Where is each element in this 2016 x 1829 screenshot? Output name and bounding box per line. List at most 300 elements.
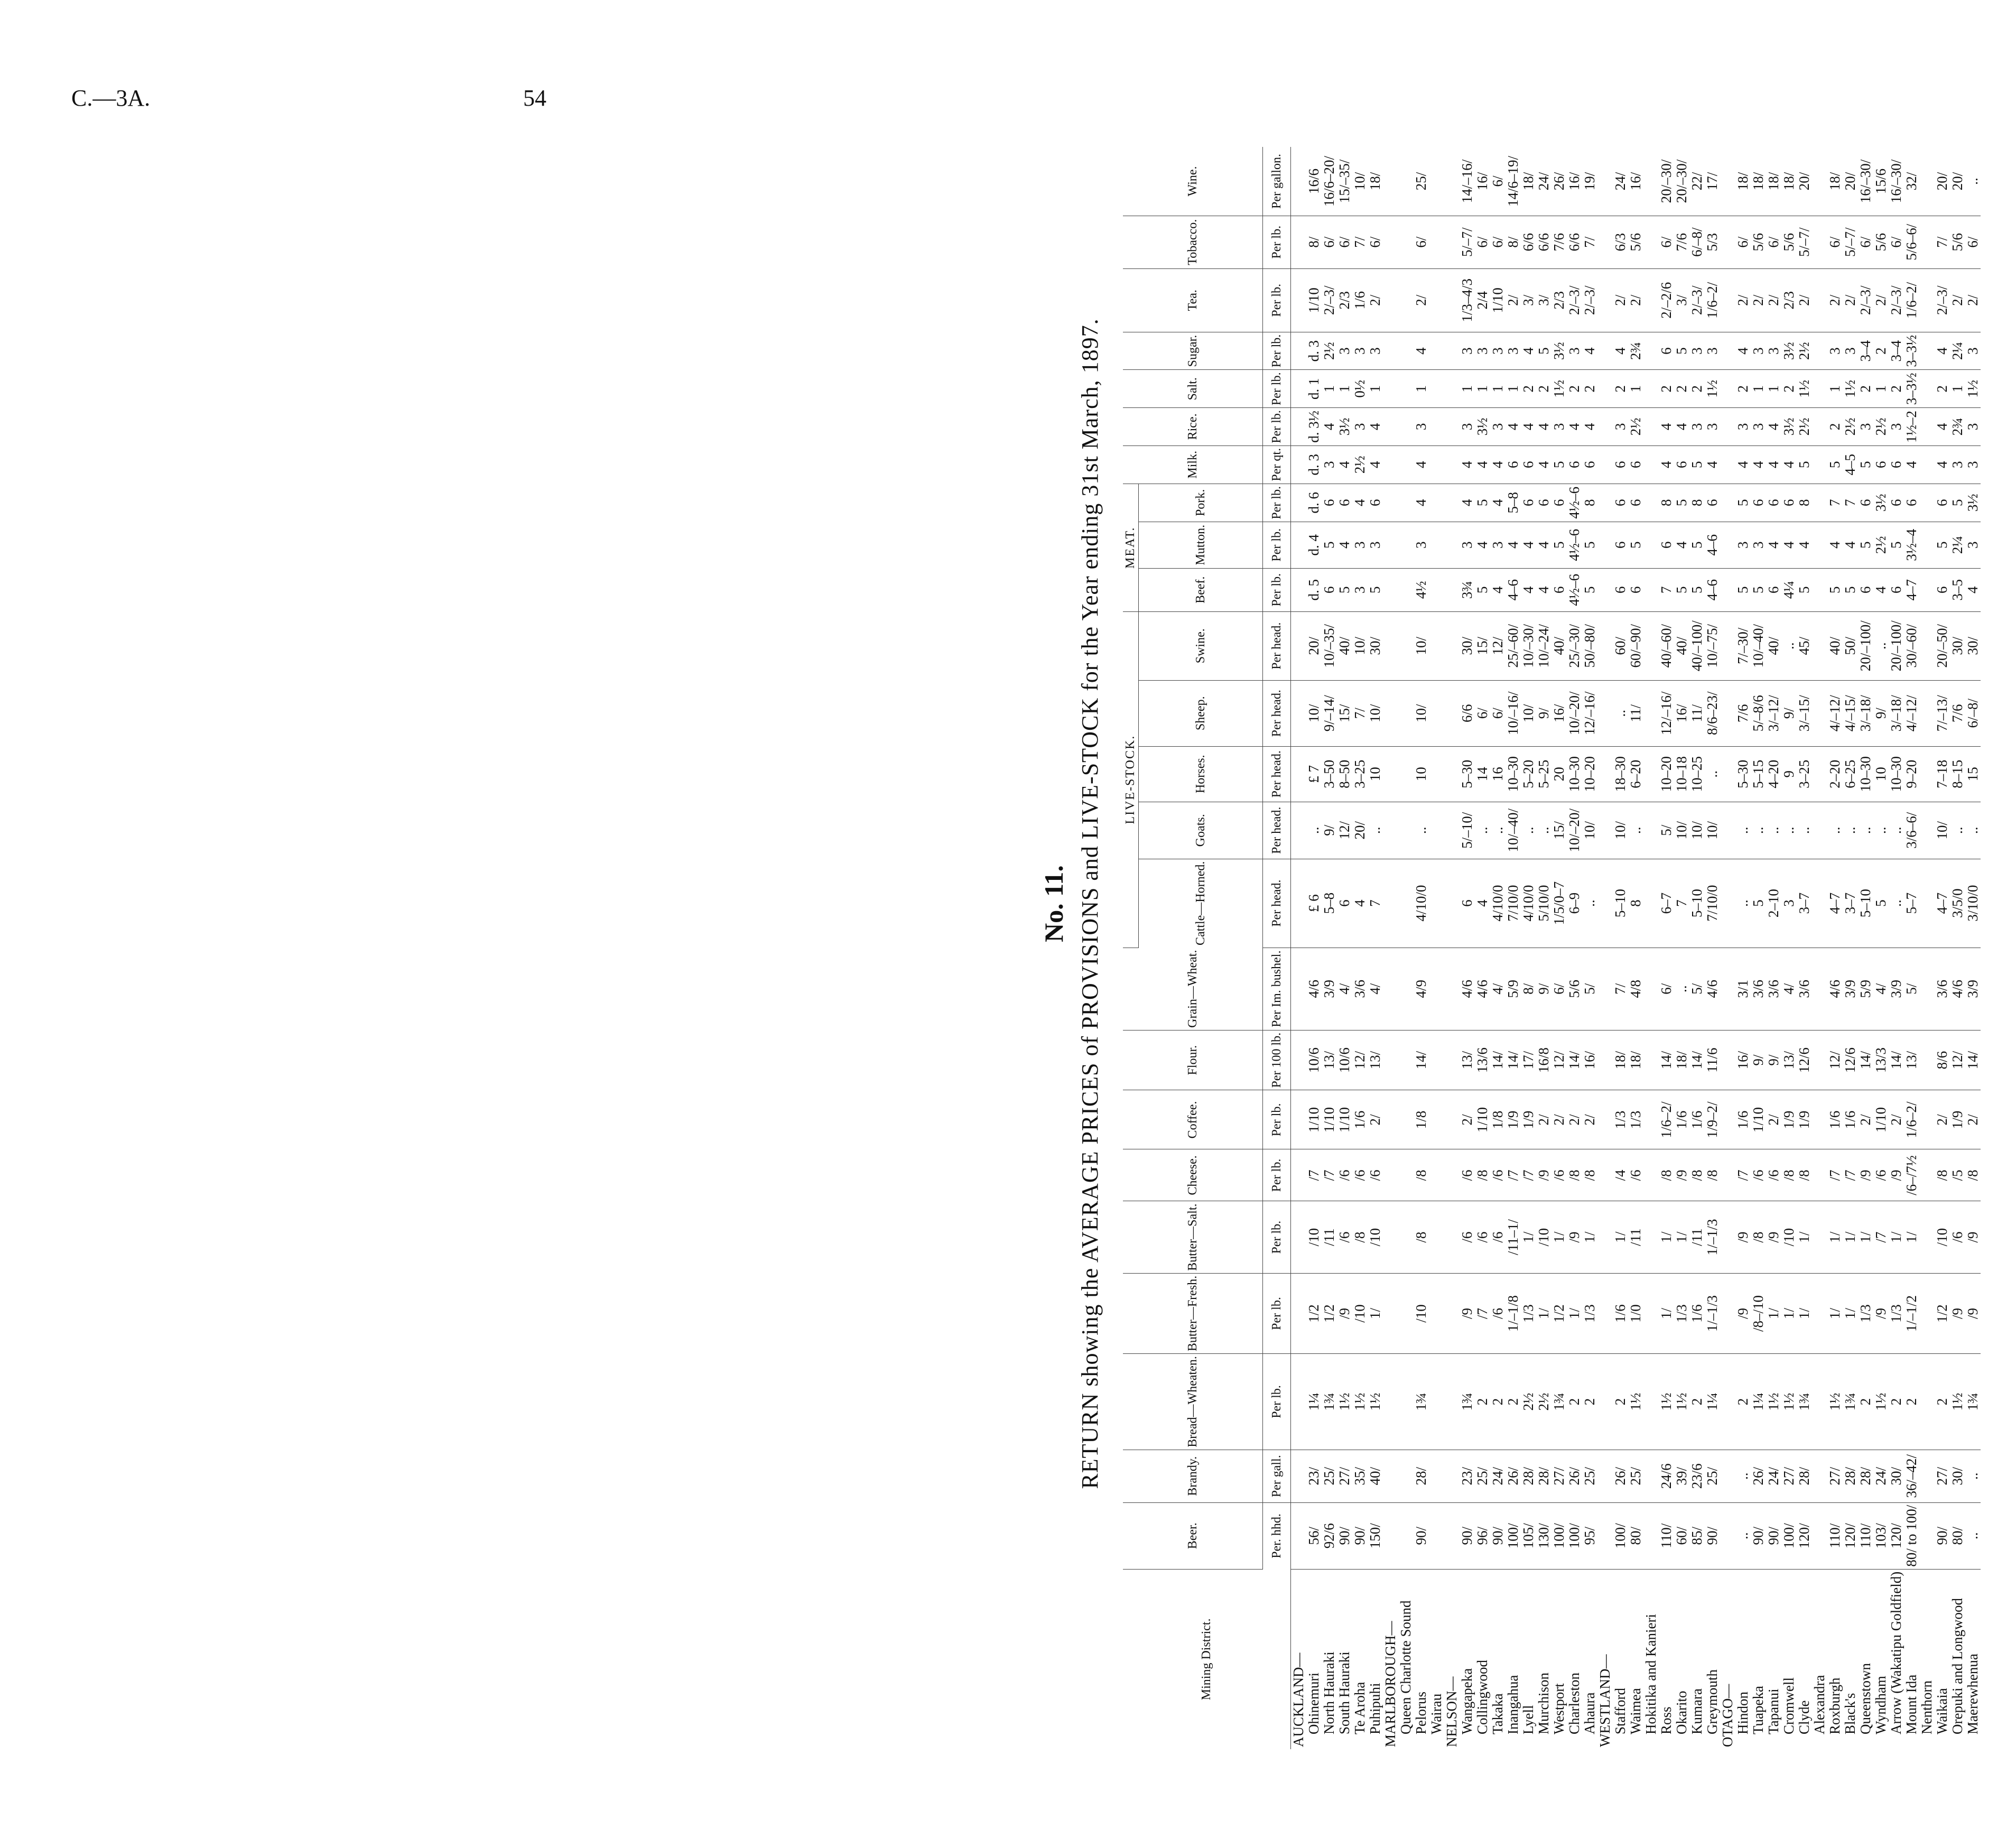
table-cell: /11 bbox=[1689, 1201, 1705, 1273]
table-cell: /6 bbox=[1460, 1201, 1475, 1273]
table-cell: 3/–12/ bbox=[1766, 680, 1781, 746]
table-cell: 17/ bbox=[1521, 1030, 1536, 1090]
table-cell: .. bbox=[1873, 802, 1889, 859]
table-cell bbox=[1919, 680, 1935, 746]
table-cell: 13/3 bbox=[1873, 1030, 1889, 1090]
table-cell: 27/ bbox=[1552, 1450, 1567, 1502]
table-cell: .. bbox=[1965, 147, 1981, 216]
district-name: Alexandra bbox=[1811, 1675, 1827, 1734]
table-cell: 4 bbox=[1521, 522, 1536, 568]
table-cell bbox=[1919, 522, 1935, 568]
table-cell: 4½–6 bbox=[1567, 522, 1582, 568]
table-cell bbox=[1812, 680, 1827, 746]
table-cell: 5 bbox=[1935, 522, 1950, 568]
table-cell: 1½ bbox=[1843, 370, 1858, 408]
table-cell: 10/–20/ bbox=[1567, 680, 1582, 746]
table-cell bbox=[1383, 1273, 1398, 1353]
table-cell: 6–20 bbox=[1628, 746, 1643, 802]
table-cell: .. bbox=[1965, 802, 1981, 859]
table-cell bbox=[1398, 1090, 1414, 1149]
table-cell: 2/ bbox=[1889, 1090, 1904, 1149]
table-cell bbox=[1429, 568, 1444, 611]
table-cell: 45/ bbox=[1797, 611, 1812, 680]
table-cell: /6 bbox=[1552, 1149, 1567, 1201]
table-cell: 3 bbox=[1460, 522, 1475, 568]
table-cell: 5/ bbox=[1904, 948, 1919, 1030]
column-unit: Per head. bbox=[1263, 859, 1291, 948]
table-cell: 6/ bbox=[1659, 948, 1674, 1030]
table-cell: /6 bbox=[1352, 1149, 1368, 1201]
table-cell: 6 bbox=[1521, 445, 1536, 484]
table-cell: 1/10 bbox=[1322, 1090, 1337, 1149]
table-cell bbox=[1429, 1450, 1444, 1502]
table-cell bbox=[1919, 332, 1935, 370]
table-cell: 20/ bbox=[1352, 802, 1368, 859]
table-cell: 20/–100/ bbox=[1889, 611, 1904, 680]
table-cell: 5 bbox=[1827, 445, 1843, 484]
table-cell: 3/1 bbox=[1735, 948, 1751, 1030]
table-cell: 6/6 bbox=[1460, 680, 1475, 746]
table-cell: 1¾ bbox=[1965, 1354, 1981, 1450]
table-cell: 2 bbox=[1475, 1354, 1490, 1450]
table-cell: 25/ bbox=[1582, 1450, 1597, 1502]
table-cell: 4/ bbox=[1337, 948, 1352, 1030]
table-cell: 1/3–4/3 bbox=[1460, 268, 1475, 332]
column-header: Sugar. bbox=[1123, 332, 1263, 370]
table-cell: 6 bbox=[1751, 484, 1766, 522]
table-row bbox=[1843, 147, 1858, 1749]
table-cell bbox=[1812, 484, 1827, 522]
table-cell: 6 bbox=[1659, 522, 1674, 568]
table-number: No. 11. bbox=[1039, 865, 1069, 942]
table-cell: 2 bbox=[1689, 1354, 1705, 1450]
table-cell bbox=[1444, 1354, 1460, 1450]
table-cell: d. 5 bbox=[1306, 568, 1322, 611]
table-cell: 4–6 bbox=[1705, 522, 1720, 568]
column-header: Sheep. bbox=[1139, 680, 1263, 746]
table-cell bbox=[1720, 746, 1735, 802]
table-cell: 3/9 bbox=[1322, 948, 1337, 1030]
table-cell: 2/ bbox=[1858, 1090, 1873, 1149]
column-header: Cheese. bbox=[1123, 1149, 1263, 1201]
table-cell: 2 bbox=[1735, 1354, 1751, 1450]
table-cell: 28/ bbox=[1843, 1450, 1858, 1502]
table-cell: /6 bbox=[1766, 1149, 1781, 1201]
table-cell: .. bbox=[1827, 802, 1843, 859]
table-cell bbox=[1444, 408, 1460, 446]
table-cell: .. bbox=[1735, 1502, 1751, 1569]
table-cell: 6 bbox=[1935, 568, 1950, 611]
table-cell: 4 bbox=[1475, 522, 1490, 568]
table-cell: 4 bbox=[1735, 445, 1751, 484]
table-cell: 2 bbox=[1858, 370, 1873, 408]
table-cell: /9 bbox=[1950, 1273, 1965, 1353]
table-cell: 1/2 bbox=[1306, 1273, 1322, 1353]
table-cell: 3¾ bbox=[1460, 568, 1475, 611]
table-cell bbox=[1291, 680, 1307, 746]
table-cell bbox=[1720, 1201, 1735, 1273]
table-cell: 10/–40/ bbox=[1751, 611, 1766, 680]
table-cell: 1¾ bbox=[1460, 1354, 1475, 1450]
table-cell: 40/ bbox=[1766, 611, 1781, 680]
table-cell: /7 bbox=[1735, 1149, 1751, 1201]
table-cell: 4 bbox=[1674, 408, 1689, 446]
table-cell: 4 bbox=[1460, 484, 1475, 522]
table-cell: 9/ bbox=[1781, 680, 1797, 746]
table-cell: 2½ bbox=[1843, 408, 1858, 446]
column-unit: Per lb. bbox=[1263, 268, 1291, 332]
table-cell bbox=[1643, 216, 1659, 268]
table-cell: 14/ bbox=[1506, 1030, 1521, 1090]
table-cell: 1 bbox=[1475, 370, 1490, 408]
table-cell: /8 bbox=[1797, 1149, 1812, 1201]
table-cell: 1/9–2/ bbox=[1705, 1090, 1720, 1149]
table-cell: 10/–16/ bbox=[1506, 680, 1521, 746]
table-cell: 14/ bbox=[1490, 1030, 1506, 1090]
table-cell bbox=[1444, 1030, 1460, 1090]
table-cell: 5–7 bbox=[1904, 859, 1919, 948]
table-cell: 4 bbox=[1536, 408, 1552, 446]
table-cell: 90/ bbox=[1337, 1502, 1352, 1569]
table-cell: 3 bbox=[1781, 859, 1797, 948]
table-cell: 1/ bbox=[1843, 1201, 1858, 1273]
table-cell bbox=[1429, 522, 1444, 568]
table-cell: 39/ bbox=[1674, 1450, 1689, 1502]
table-cell: 1 bbox=[1827, 370, 1843, 408]
table-cell: /6–/7½ bbox=[1904, 1149, 1919, 1201]
table-cell: 40/ bbox=[1827, 611, 1843, 680]
table-cell: 20/–30/ bbox=[1674, 147, 1689, 216]
column-header: Butter—Fresh. bbox=[1123, 1273, 1263, 1353]
table-cell bbox=[1291, 1450, 1307, 1502]
table-cell: 4 bbox=[1766, 445, 1781, 484]
header-report-code: C.—3A. bbox=[71, 85, 151, 111]
table-cell: 80/ to 100/ bbox=[1904, 1502, 1919, 1569]
table-cell bbox=[1597, 1273, 1613, 1353]
table-cell: 5–8 bbox=[1506, 484, 1521, 522]
table-cell: 8 bbox=[1797, 484, 1812, 522]
table-cell bbox=[1643, 1149, 1659, 1201]
table-cell: 2–20 bbox=[1827, 746, 1843, 802]
table-cell: 2 bbox=[1521, 370, 1536, 408]
table-cell: 30/–60/ bbox=[1904, 611, 1919, 680]
table-cell: 3/ bbox=[1674, 268, 1689, 332]
table-cell: 1/ bbox=[1674, 1201, 1689, 1273]
table-cell: 4/10/0 bbox=[1490, 859, 1506, 948]
table-cell: 4 bbox=[1843, 522, 1858, 568]
table-cell: 15 bbox=[1965, 746, 1981, 802]
table-cell: 25/ bbox=[1322, 1450, 1337, 1502]
table-cell: .. bbox=[1889, 802, 1904, 859]
table-cell: 9 bbox=[1781, 746, 1797, 802]
table-cell bbox=[1429, 332, 1444, 370]
table-cell: 1 bbox=[1751, 370, 1766, 408]
table-cell: /8 bbox=[1352, 1201, 1368, 1273]
table-cell bbox=[1919, 1030, 1935, 1090]
table-cell: 9/ bbox=[1536, 948, 1552, 1030]
table-cell: 3½ bbox=[1781, 332, 1797, 370]
table-cell: /9 bbox=[1674, 1149, 1689, 1201]
table-cell: 1¾ bbox=[1843, 1354, 1858, 1450]
table-cell: 5 bbox=[1827, 568, 1843, 611]
table-cell: 4 bbox=[1414, 445, 1429, 484]
table-row bbox=[1797, 147, 1812, 1749]
table-cell bbox=[1720, 1273, 1735, 1353]
table-cell: 1/ bbox=[1567, 1273, 1582, 1353]
table-cell bbox=[1429, 611, 1444, 680]
table-cell: 11/ bbox=[1689, 680, 1705, 746]
table-cell bbox=[1812, 568, 1827, 611]
table-cell: 15/ bbox=[1552, 802, 1567, 859]
table-row bbox=[1965, 147, 1981, 1749]
table-cell: 8–50 bbox=[1337, 746, 1352, 802]
table-cell bbox=[1398, 484, 1414, 522]
table-cell: 3 bbox=[1352, 568, 1368, 611]
table-cell: /7 bbox=[1475, 1273, 1490, 1353]
table-cell: .. bbox=[1475, 802, 1490, 859]
district-name: Wyndham bbox=[1873, 1676, 1889, 1734]
table-cell: 3 bbox=[1490, 408, 1506, 446]
table-cell: 3 bbox=[1352, 408, 1368, 446]
table-cell bbox=[1597, 1354, 1613, 1450]
table-cell: 10/–40/ bbox=[1506, 802, 1521, 859]
table-cell: 1/6 bbox=[1613, 1273, 1628, 1353]
table-cell: 4 bbox=[1705, 445, 1720, 484]
table-cell: 3 bbox=[1490, 332, 1506, 370]
rotated-table-area bbox=[1038, 58, 2016, 1749]
table-cell bbox=[1643, 1450, 1659, 1502]
column-header: Rice. bbox=[1123, 408, 1263, 446]
table-cell bbox=[1398, 522, 1414, 568]
table-cell bbox=[1812, 1273, 1827, 1353]
table-cell: /5 bbox=[1950, 1149, 1965, 1201]
table-cell: 26/ bbox=[1613, 1450, 1628, 1502]
table-cell bbox=[1383, 1502, 1398, 1569]
table-cell: 5 bbox=[1735, 484, 1751, 522]
table-cell: /8 bbox=[1567, 1149, 1582, 1201]
table-cell: 50/–80/ bbox=[1582, 611, 1597, 680]
table-cell: /8 bbox=[1475, 1149, 1490, 1201]
table-cell: 30/ bbox=[1965, 611, 1981, 680]
group-header-meat: MEAT. bbox=[1123, 484, 1139, 611]
table-cell: 1/ bbox=[1843, 1273, 1858, 1353]
table-cell: 16/6–20/ bbox=[1322, 147, 1337, 216]
table-cell bbox=[1643, 147, 1659, 216]
table-cell: 5/6 bbox=[1628, 216, 1643, 268]
table-cell: 10/ bbox=[1414, 680, 1429, 746]
column-header: Milk. bbox=[1123, 445, 1263, 484]
column-header: Pork. bbox=[1139, 484, 1263, 522]
district-name: Waikaia bbox=[1934, 1688, 1950, 1734]
table-cell bbox=[1720, 948, 1735, 1030]
table-cell: 6 bbox=[1674, 445, 1689, 484]
table-cell: /10 bbox=[1935, 1201, 1950, 1273]
table-cell bbox=[1597, 680, 1613, 746]
table-cell bbox=[1398, 948, 1414, 1030]
table-row bbox=[1506, 147, 1521, 1749]
table-cell bbox=[1812, 1090, 1827, 1149]
table-cell: 3 bbox=[1858, 408, 1873, 446]
table-cell: 3½ bbox=[1781, 408, 1797, 446]
table-row bbox=[1337, 147, 1352, 1749]
table-cell: 10/ bbox=[1521, 680, 1536, 746]
table-cell: 1/6 bbox=[1689, 1090, 1705, 1149]
table-cell bbox=[1643, 611, 1659, 680]
district-name: Queen Charlotte Sound bbox=[1398, 1600, 1414, 1734]
table-cell bbox=[1812, 746, 1827, 802]
table-cell: 8 bbox=[1628, 859, 1643, 948]
table-cell: 10/ bbox=[1613, 802, 1628, 859]
table-cell bbox=[1720, 370, 1735, 408]
table-cell: 6 bbox=[1567, 445, 1582, 484]
table-cell: 120/ bbox=[1889, 1502, 1904, 1569]
table-cell: 2 bbox=[1582, 370, 1597, 408]
table-cell: 110/ bbox=[1827, 1502, 1843, 1569]
district-name: Collingwood bbox=[1474, 1659, 1490, 1734]
table-cell bbox=[1291, 859, 1307, 948]
table-cell: 1½ bbox=[1352, 1354, 1368, 1450]
table-cell bbox=[1812, 370, 1827, 408]
table-cell: 60/ bbox=[1613, 611, 1628, 680]
table-cell bbox=[1919, 746, 1935, 802]
table-cell: 1 bbox=[1628, 370, 1643, 408]
table-cell bbox=[1643, 1273, 1659, 1353]
table-cell: 2/ bbox=[1827, 268, 1843, 332]
table-cell: 2/ bbox=[1567, 1090, 1582, 1149]
table-cell: 1½ bbox=[1705, 370, 1720, 408]
table-cell: 14/–16/ bbox=[1460, 147, 1475, 216]
table-cell: 12/ bbox=[1490, 611, 1506, 680]
region-name: WESTLAND— bbox=[1597, 1654, 1613, 1747]
table-cell: 2 bbox=[1858, 1354, 1873, 1450]
table-cell: .. bbox=[1306, 802, 1322, 859]
table-row bbox=[1781, 147, 1797, 1749]
table-cell bbox=[1597, 268, 1613, 332]
table-cell: 2/–3/ bbox=[1567, 268, 1582, 332]
table-cell: 30/ bbox=[1368, 611, 1383, 680]
table-cell bbox=[1812, 948, 1827, 1030]
table-cell: 9/ bbox=[1873, 680, 1889, 746]
table-cell: d. 4 bbox=[1306, 522, 1322, 568]
table-cell: 2/ bbox=[1965, 268, 1981, 332]
table-cell: 3 bbox=[1735, 522, 1751, 568]
table-cell: 2 bbox=[1781, 370, 1797, 408]
table-cell: 10/ bbox=[1352, 611, 1368, 680]
table-cell bbox=[1444, 611, 1460, 680]
table-cell: 1/ bbox=[1582, 1201, 1597, 1273]
table-cell: 7/–30/ bbox=[1735, 611, 1751, 680]
table-cell: .. bbox=[1628, 802, 1643, 859]
table-cell: 1¼ bbox=[1751, 1354, 1766, 1450]
table-cell: 4½–6 bbox=[1567, 484, 1582, 522]
table-cell: 1 bbox=[1950, 370, 1965, 408]
table-cell: 14/ bbox=[1567, 1030, 1582, 1090]
table-cell: 1/6 bbox=[1674, 1090, 1689, 1149]
table-cell: d. 3½ bbox=[1306, 408, 1322, 446]
table-cell bbox=[1383, 1149, 1398, 1201]
table-cell: 10/–30/ bbox=[1521, 611, 1536, 680]
table-cell: 14/ bbox=[1689, 1030, 1705, 1090]
table-cell: 10–20 bbox=[1582, 746, 1597, 802]
table-cell: 30/ bbox=[1460, 611, 1475, 680]
table-cell bbox=[1597, 1450, 1613, 1502]
table-cell: 5 bbox=[1797, 568, 1812, 611]
table-cell: 10/ bbox=[1368, 680, 1383, 746]
table-cell: 3 bbox=[1965, 332, 1981, 370]
table-cell bbox=[1919, 1273, 1935, 1353]
table-cell bbox=[1597, 1149, 1613, 1201]
table-cell: .. bbox=[1781, 802, 1797, 859]
table-cell: 4/–12/ bbox=[1904, 680, 1919, 746]
table-cell bbox=[1444, 1090, 1460, 1149]
table-cell: 13/ bbox=[1368, 1030, 1383, 1090]
table-cell: 6 bbox=[1766, 484, 1781, 522]
table-cell: 7 bbox=[1368, 859, 1383, 948]
table-cell: 4 bbox=[1490, 568, 1506, 611]
table-cell: 13/ bbox=[1322, 1030, 1337, 1090]
district-name: Murchison bbox=[1536, 1673, 1552, 1734]
table-row bbox=[1935, 147, 1950, 1749]
region-name: NELSON— bbox=[1444, 1676, 1460, 1747]
column-unit: Per lb. bbox=[1263, 1273, 1291, 1353]
table-row bbox=[1827, 147, 1843, 1749]
table-row bbox=[1398, 147, 1414, 1749]
table-cell: 25/ bbox=[1475, 1450, 1490, 1502]
table-cell: 1½ bbox=[1337, 1354, 1352, 1450]
table-cell: 110/ bbox=[1659, 1502, 1674, 1569]
table-cell: 1/ bbox=[1521, 1201, 1536, 1273]
table-cell: 5 bbox=[1337, 568, 1352, 611]
table-cell: 2 bbox=[1567, 1354, 1582, 1450]
table-cell: 16/ bbox=[1628, 147, 1643, 216]
table-cell: .. bbox=[1414, 802, 1429, 859]
table-cell bbox=[1444, 1502, 1460, 1569]
table-cell: 1 bbox=[1460, 370, 1475, 408]
table-cell: 2/3 bbox=[1781, 268, 1797, 332]
table-cell: /8 bbox=[1751, 1201, 1766, 1273]
table-cell: 5/–7/ bbox=[1797, 216, 1812, 268]
table-cell: 4/6 bbox=[1460, 948, 1475, 1030]
table-cell: 4 bbox=[1935, 445, 1950, 484]
table-cell bbox=[1444, 147, 1460, 216]
table-cell: 1/9 bbox=[1797, 1090, 1812, 1149]
table-cell: 5 bbox=[1689, 445, 1705, 484]
table-cell: 1½ bbox=[1797, 370, 1812, 408]
table-cell: 1¾ bbox=[1797, 1354, 1812, 1450]
table-cell: .. bbox=[1368, 802, 1383, 859]
prices-table bbox=[1123, 147, 1981, 1749]
table-cell: 5–25 bbox=[1536, 746, 1552, 802]
table-cell: 2½ bbox=[1797, 332, 1812, 370]
table-cell: 2½ bbox=[1521, 1354, 1536, 1450]
table-cell: 10/–75/ bbox=[1705, 611, 1720, 680]
table-cell: 1¾ bbox=[1322, 1354, 1337, 1450]
table-cell: /10 bbox=[1536, 1201, 1552, 1273]
table-cell: 1/8 bbox=[1414, 1090, 1429, 1149]
table-cell: 90/ bbox=[1460, 1502, 1475, 1569]
table-cell bbox=[1597, 445, 1613, 484]
column-unit: Per lb. bbox=[1263, 408, 1291, 446]
table-cell: 4/6 bbox=[1950, 948, 1965, 1030]
table-cell: 4 bbox=[1582, 332, 1597, 370]
column-header: Grain—Wheat. bbox=[1123, 948, 1263, 1030]
table-cell bbox=[1643, 746, 1659, 802]
table-cell: 2/–2/6 bbox=[1659, 268, 1674, 332]
table-cell bbox=[1398, 268, 1414, 332]
table-cell bbox=[1429, 268, 1444, 332]
table-cell: 1/6–2/ bbox=[1904, 268, 1919, 332]
table-cell: 10/ bbox=[1352, 147, 1368, 216]
